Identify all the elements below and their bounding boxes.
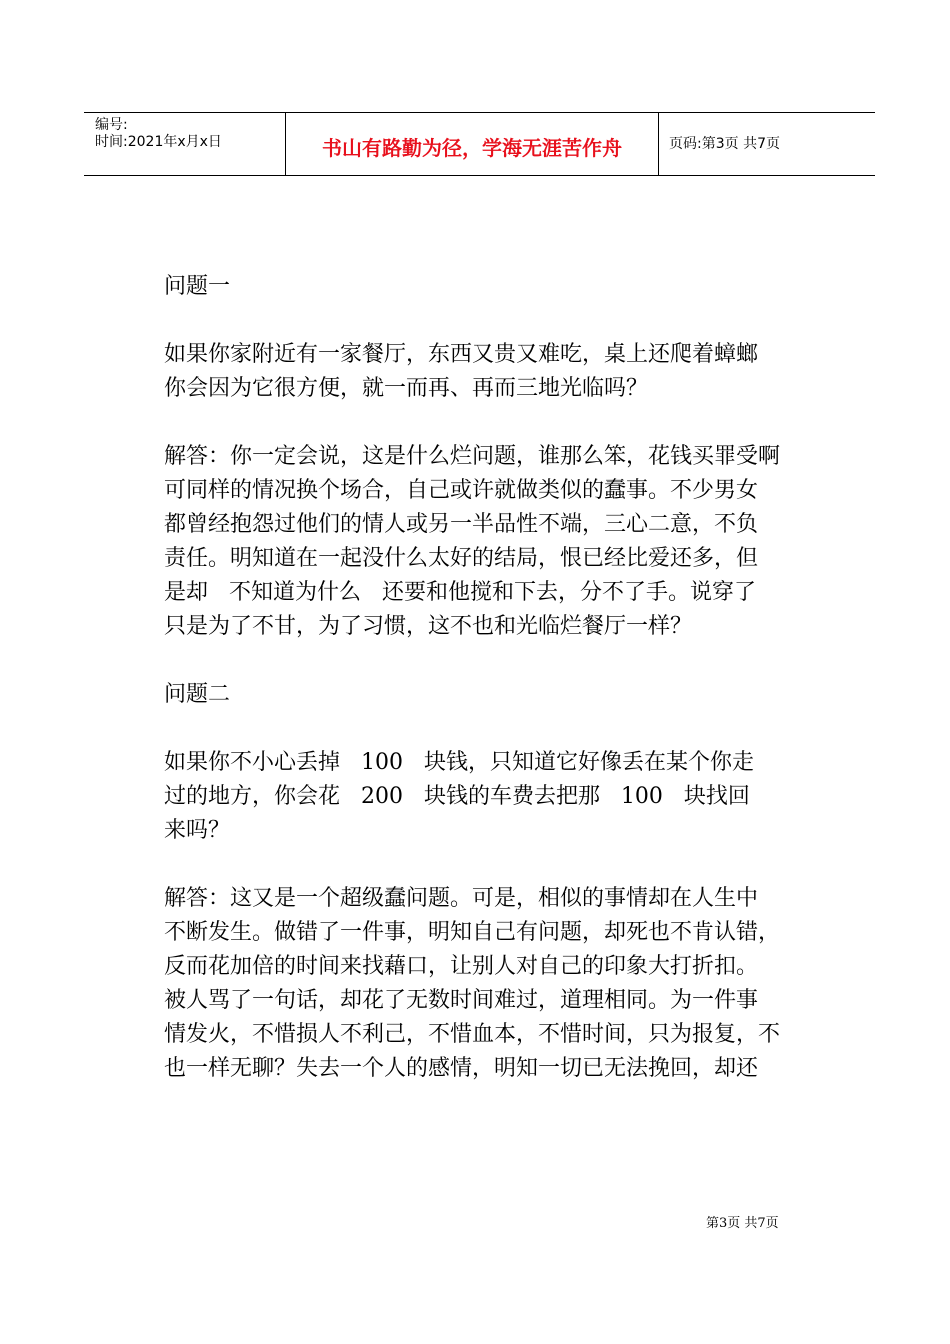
page-footer: 第3页 共7页: [706, 1216, 779, 1231]
answer-two-line: 不断发生。做错了一件事，明知自己有问题，却死也不肯认错，: [164, 920, 781, 945]
question-two-line: 来吗？: [164, 818, 231, 843]
question-one-title: 问题一: [164, 274, 231, 299]
page-header: [84, 112, 875, 176]
header-motto-cell: [286, 113, 659, 175]
answer-two-line: 反而花加倍的时间来找藉口，让别人对自己的印象大打折扣。: [164, 954, 759, 979]
document-body: [164, 270, 804, 1086]
header-info-cell: [84, 113, 286, 175]
question-one-line: 你会因为它很方便，就一而再、再而三地光临吗？: [164, 376, 649, 401]
number-label: 编号:: [95, 117, 128, 133]
header-page-cell: [659, 113, 875, 175]
question-one-line: 如果你家附近有一家餐厅，东西又贵又难吃，桌上还爬着蟑螂: [164, 342, 759, 367]
answer-one-line: 责任。明知道在一起没什么太好的结局，恨已经比爱还多，但: [164, 546, 759, 571]
motto-text: 书山有路勤为径，学海无涯苦作舟: [322, 136, 622, 160]
answer-one-line: 解答：你一定会说，这是什么烂问题，谁那么笨，花钱买罪受啊: [164, 444, 781, 469]
question-two-line: 如果你不小心丢掉 100 块钱，只知道它好像丢在某个你走: [164, 750, 754, 775]
answer-two-line: 被人骂了一句话，却花了无数时间难过，道理相同。为一件事: [164, 988, 759, 1013]
answer-two-line: 情发火，不惜损人不利己，不惜血本，不惜时间，只为报复，不: [164, 1022, 781, 1047]
answer-one-line: 都曾经抱怨过他们的情人或另一半品性不端，三心二意，不负: [164, 512, 759, 537]
time-label: 时间:2021年x月x日: [95, 134, 222, 150]
answer-two-line: 解答：这又是一个超级蠢问题。可是，相似的事情却在人生中: [164, 886, 759, 911]
question-two-title: 问题二: [164, 682, 231, 707]
answer-one-line: 可同样的情况换个场合，自己或许就做类似的蠢事。不少男女: [164, 478, 759, 503]
page-label: 页码:第3页 共7页: [669, 136, 780, 152]
question-two-line: 过的地方，你会花 200 块钱的车费去把那 100 块找回: [164, 784, 750, 809]
answer-one-line: 是却 不知道为什么 还要和他搅和下去，分不了手。说穿了: [164, 580, 756, 605]
answer-one-line: 只是为了不甘，为了习惯，这不也和光临烂餐厅一样？: [164, 614, 693, 639]
answer-two-line: 也一样无聊？失去一个人的感情，明知一切已无法挽回，却还: [164, 1056, 759, 1081]
